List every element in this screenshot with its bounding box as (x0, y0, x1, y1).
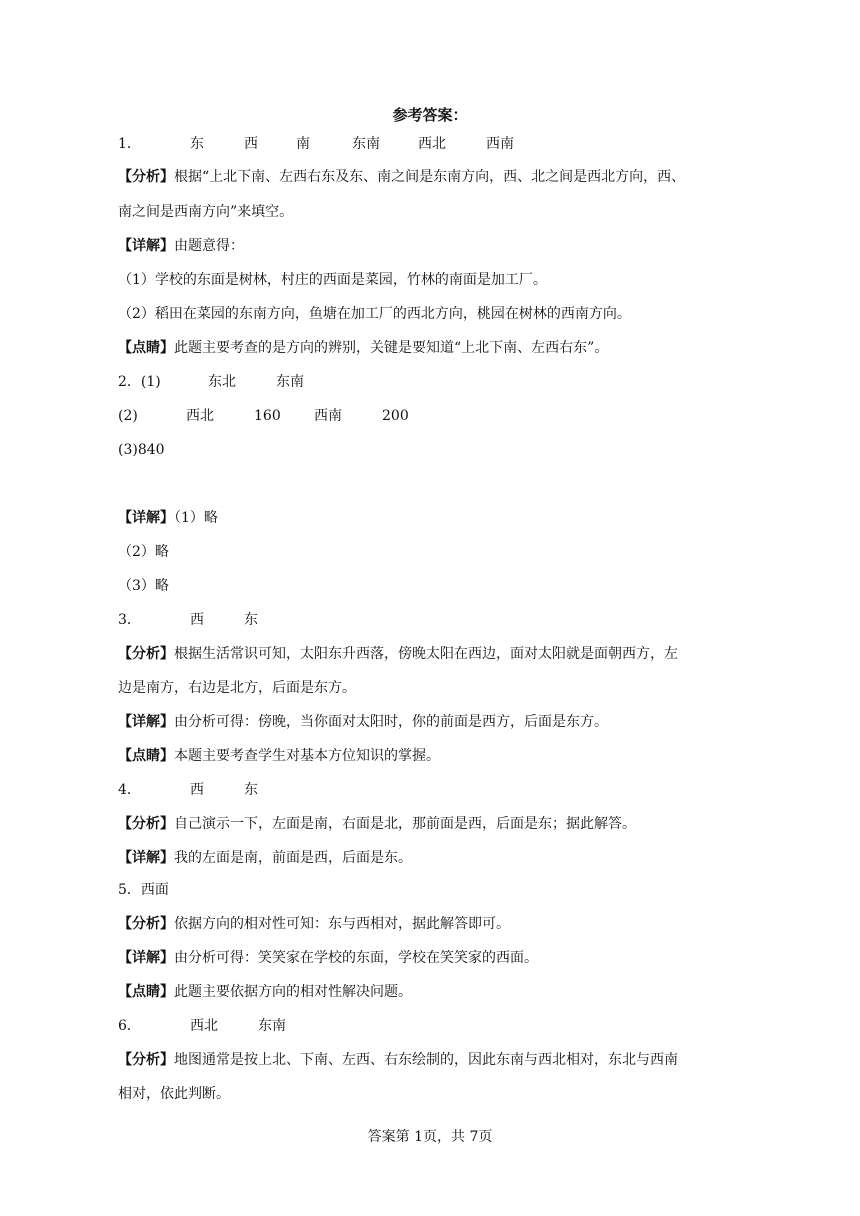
q1-analysis-text1: 根据“上北下南、左西右东及东、南之间是东南方向，西、北之间是西北方向，西、 (174, 169, 686, 185)
q5-analysis-text: 依据方向的相对性可知：东与西相对，据此解答即可。 (174, 916, 510, 932)
q2-detail-line1 (118, 508, 218, 528)
q2-answer-1b: 东南 (276, 374, 304, 390)
q1-detail-line3: （2）稻田在菜园的东南方向，鱼塘在加工厂的西北方向，桃园在树林的西南方向。 (118, 306, 631, 322)
q2-answer-2a: 西北 (186, 408, 214, 424)
q4-detail-line (118, 848, 412, 868)
detail-tag: 【详解】 (118, 510, 174, 526)
detail-tag: 【详解】 (118, 950, 174, 966)
q3-answer-1: 西 (190, 612, 204, 628)
q3-analysis-line1 (118, 644, 678, 664)
q4-number: 4． (118, 782, 141, 798)
detail-tag: 【详解】 (118, 238, 174, 254)
q2-detail-line3: （3）略 (118, 578, 169, 594)
q1-answer-5: 西北 (418, 136, 446, 152)
detail-tag: 【详解】 (118, 850, 174, 866)
q1-analysis-line2: 南之间是西南方向”来填空。 (118, 204, 294, 220)
q6-analysis-line1 (118, 1050, 678, 1070)
q1-detail-line1 (118, 236, 244, 256)
q2-sub3: (3)840 (118, 442, 165, 458)
q2-answer-2b: 160 (254, 408, 281, 424)
analysis-tag: 【分析】 (118, 816, 174, 832)
q3-analysis-text1: 根据生活常识可知，太阳东升西落，傍晚太阳在西边，面对太阳就是面朝西方，左 (174, 646, 678, 662)
q6-number: 6． (118, 1018, 141, 1034)
q6-answer-2: 东南 (258, 1018, 286, 1034)
q6-analysis-line2: 相对，依此判断。 (118, 1086, 230, 1102)
q3-analysis-line2: 边是南方，右边是北方，后面是东方。 (118, 680, 356, 696)
analysis-tag: 【分析】 (118, 646, 174, 662)
detail-tag: 【详解】 (118, 714, 174, 730)
analysis-tag: 【分析】 (118, 1052, 174, 1068)
q1-comment-text: 此题主要考查的是方向的辨别，关键是要知道“上北下南、左西右东”。 (174, 340, 609, 356)
q1-analysis-line1 (118, 167, 685, 187)
q2-answer-2d: 200 (382, 408, 409, 424)
q3-detail-line (118, 712, 608, 732)
q1-answer-1: 东 (190, 136, 204, 152)
q3-comment-line (118, 746, 440, 766)
q4-analysis-text: 自己演示一下，左面是南，右面是北，那前面是西，后面是东；据此解答。 (174, 816, 636, 832)
q3-comment-text: 本题主要考查学生对基本方位知识的掌握。 (174, 748, 440, 764)
q6-answer-1: 西北 (190, 1018, 218, 1034)
q3-number: 3． (118, 612, 141, 628)
q4-answer-2: 东 (244, 782, 258, 798)
comment-tag: 【点睛】 (118, 340, 174, 356)
analysis-tag: 【分析】 (118, 169, 174, 185)
q2-number: 2．(1) (118, 374, 161, 390)
q1-answer-3: 南 (296, 136, 310, 152)
q1-number: 1． (118, 136, 141, 152)
q2-detail-text1: （1）略 (174, 510, 218, 526)
q5-comment-text: 此题主要依据方向的相对性解决问题。 (174, 984, 412, 1000)
q4-analysis-line (118, 814, 636, 834)
q1-comment-line (118, 338, 608, 358)
q5-detail-text: 由分析可得：笑笑家在学校的东面，学校在笑笑家的西面。 (174, 950, 538, 966)
q1-detail-text1: 由题意得： (174, 238, 244, 254)
q1-detail-line2: （1）学校的东面是树林，村庄的西面是菜园，竹林的南面是加工厂。 (118, 272, 547, 288)
page-footer: 答案第 1页，共 7页 (367, 1129, 493, 1145)
q2-answer-1a: 东北 (208, 374, 236, 390)
q1-answer-6: 西南 (486, 136, 514, 152)
analysis-tag: 【分析】 (118, 916, 174, 932)
q2-detail-line2: （2）略 (118, 544, 169, 560)
q3-detail-text: 由分析可得：傍晚，当你面对太阳时，你的前面是西方，后面是东方。 (174, 714, 608, 730)
q5-detail-line (118, 948, 538, 968)
comment-tag: 【点睛】 (118, 748, 174, 764)
q1-answer-4: 东南 (352, 136, 380, 152)
q2-sub2: (2) (118, 408, 138, 424)
q5-analysis-line (118, 914, 510, 934)
q6-analysis-text1: 地图通常是按上北、下南、左西、右东绘制的，因此东南与西北相对，东北与西南 (174, 1052, 678, 1068)
q4-detail-text: 我的左面是南，前面是西，后面是东。 (174, 850, 412, 866)
q1-answer-2: 西 (244, 136, 258, 152)
q4-answer-1: 西 (190, 782, 204, 798)
q2-answer-2c: 西南 (314, 408, 342, 424)
q3-answer-2: 东 (244, 612, 258, 628)
comment-tag: 【点睛】 (118, 984, 174, 1000)
page-title: 参考答案： (392, 106, 468, 124)
q5-comment-line (118, 982, 412, 1002)
q1-answer-line (118, 134, 141, 154)
q5-answer-line: 5．西面 (118, 882, 169, 898)
